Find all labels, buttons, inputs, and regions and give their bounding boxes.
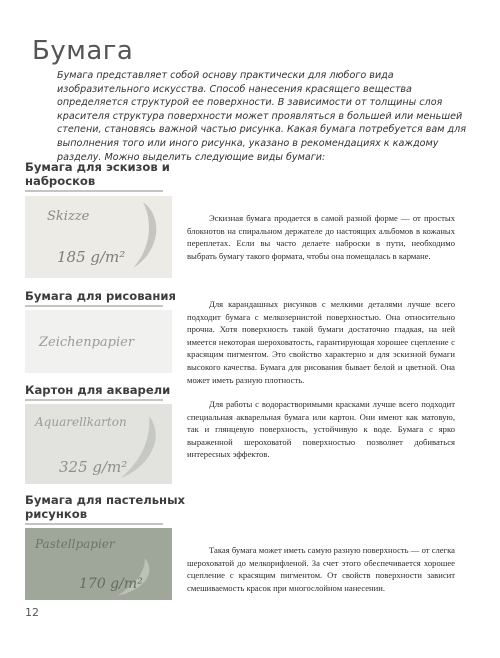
sample-weight: 185 g/m² xyxy=(57,248,126,266)
intro-paragraph: Бумага представляет собой основу практически для любого вида изобразительного искусства. Способ нанесения красящего вещества определяется структурой ее поверхности. В зависимости от толщины слоя красителя структура поверхности может проявляться в большей или меньшей степени, становясь важной частью рисунка. Какая бумага потребуется вам для выполнения того или иного рисунка, указано в рекомендациях к каждому разделу. Можно выделить следующие виды бумаги: xyxy=(57,70,467,163)
pastel-paper-sample xyxy=(25,528,172,600)
sample-weight: 325 g/m² xyxy=(59,458,128,476)
sample-label: Zeichenpapier xyxy=(39,335,135,350)
section-divider xyxy=(25,523,163,525)
sketch-paper-image xyxy=(25,196,172,278)
pastel-paper-image xyxy=(25,528,172,600)
drawing-paper-image xyxy=(25,310,172,373)
section-text-sketch: Эскизная бумага продается в самой разной форме — от простых блокнотов на спиральном держателе до настоящих альбомов в кожаных переплетах. Если вы часто делаете наброски в пути, необходимо выбрать бумагу такого формата, чтобы она помещалась в кармане. xyxy=(187,213,455,261)
page-title: Бумага xyxy=(32,36,134,66)
section-heading-watercolor: Картон для акварели xyxy=(25,383,171,397)
section-heading-sketch: Бумага для эскизов и набросков xyxy=(25,160,170,188)
watercolor-paper-image xyxy=(25,404,172,484)
section-text-pastel: Такая бумага может иметь самую разную поверхность — от слегка шероховатой до мелкорифленой. За счет этого обеспечивается хорошее сцепление с красящим пигментом. От свойств поверхности зависит смешиваемость красок при многослойном нанесении. xyxy=(187,545,455,593)
section-heading-drawing: Бумага для рисования xyxy=(25,289,176,303)
section-divider xyxy=(25,399,163,401)
watercolor-paper-sample xyxy=(25,404,172,484)
sample-label: Skizze xyxy=(47,209,90,224)
drawing-paper-sample xyxy=(25,310,172,373)
sketch-paper-sample xyxy=(25,196,172,278)
section-heading-pastel: Бумага для пастельных рисунков xyxy=(25,493,186,521)
section-divider xyxy=(25,305,163,307)
sample-label: Aquarellkarton xyxy=(35,415,127,429)
sample-label: Pastellpapier xyxy=(35,537,115,551)
page-number: 12 xyxy=(25,606,39,619)
section-divider xyxy=(25,190,163,192)
section-text-watercolor: Для работы с водорастворимыми красками лучше всего подходит специальная акварельная бумага или картон. Они имеют как матовую, так и глянцевую поверхность, устойчивую к воде. Бумага с ярко выраженной шероховатой поверхностью позволяет добиваться интересных эффектов. xyxy=(187,399,455,460)
section-text-drawing: Для карандашных рисунков с мелкими деталями лучше всего подходит бумага с мелкозернистой поверхностью. Она относительно прочна. Хотя поверхность такой бумаги достаточно гладкая, на ней имеется некоторая шероховатость, гарантирующая хорошее сцепление с красящим пигментом. Это свойство характерно и для эскизной бумаги высокого качества. Бумага для рисования бывает белой и цветной. Она может иметь разную плотность. xyxy=(187,299,455,385)
sample-weight: 170 g/m² xyxy=(79,576,143,592)
